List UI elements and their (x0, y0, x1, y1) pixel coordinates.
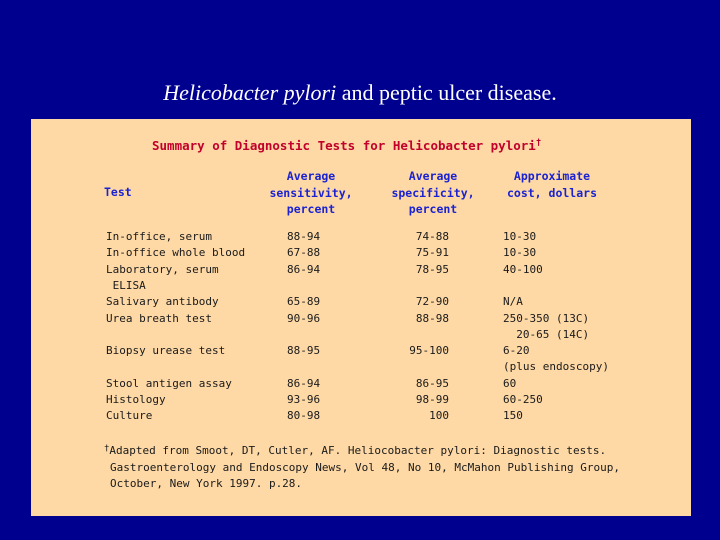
header-sensitivity: Average sensitivity, percent (269, 169, 353, 216)
table-row: Biopsy urease test 88-95 95-100 6-20 (106, 344, 530, 358)
table-row: Urea breath test 90-96 88-98 250-350 (13C) (106, 311, 590, 325)
table-row: Stool antigen assay 86-94 86-95 60 (106, 376, 517, 390)
slide-title (0, 80, 720, 106)
table-row: Laboratory, serum 86-94 78-95 40-100 (106, 262, 543, 276)
table-row: In-office whole blood 67-88 75-91 10-30 (106, 246, 537, 260)
header-test: Test (104, 185, 132, 199)
title-dagger: † (535, 138, 542, 148)
table-title: Summary of Diagnostic Tests for Helicobacter pylori† (152, 138, 542, 154)
table-row: ELISA (106, 278, 146, 292)
header-specificity: Average specificity, percent (391, 169, 475, 216)
slide-title-rest: and peptic ulcer disease. (336, 80, 557, 105)
footnote-line-2: Gastroenterology and Endoscopy News, Vol 48, No 10, McMahon Publishing Group, (110, 460, 620, 474)
table-row: Culture 80-98 100 150 (106, 409, 523, 423)
header-cost: Approximate cost, dollars (506, 169, 597, 200)
table-row: (plus endoscopy) (503, 360, 609, 374)
footnote-line-3: October, New York 1997. p.28. (110, 477, 303, 490)
table-row: 20-65 (14C) (503, 327, 590, 341)
diagnostic-tests-table (31, 119, 691, 516)
table-row: Salivary antibody 65-89 72-90 N/A (106, 295, 523, 309)
footnote (104, 441, 620, 493)
footnote-line-1: †Adapted from Smoot, DT, Cutler, AF. Heliocobacter pylori: Diagnostic tests. (104, 444, 607, 457)
table-row: In-office, serum 88-94 74-88 10-30 (106, 230, 537, 243)
slide-title-italic: Helicobacter pylori (163, 80, 337, 105)
table-row: Histology 93-96 98-99 60-250 (106, 393, 543, 406)
